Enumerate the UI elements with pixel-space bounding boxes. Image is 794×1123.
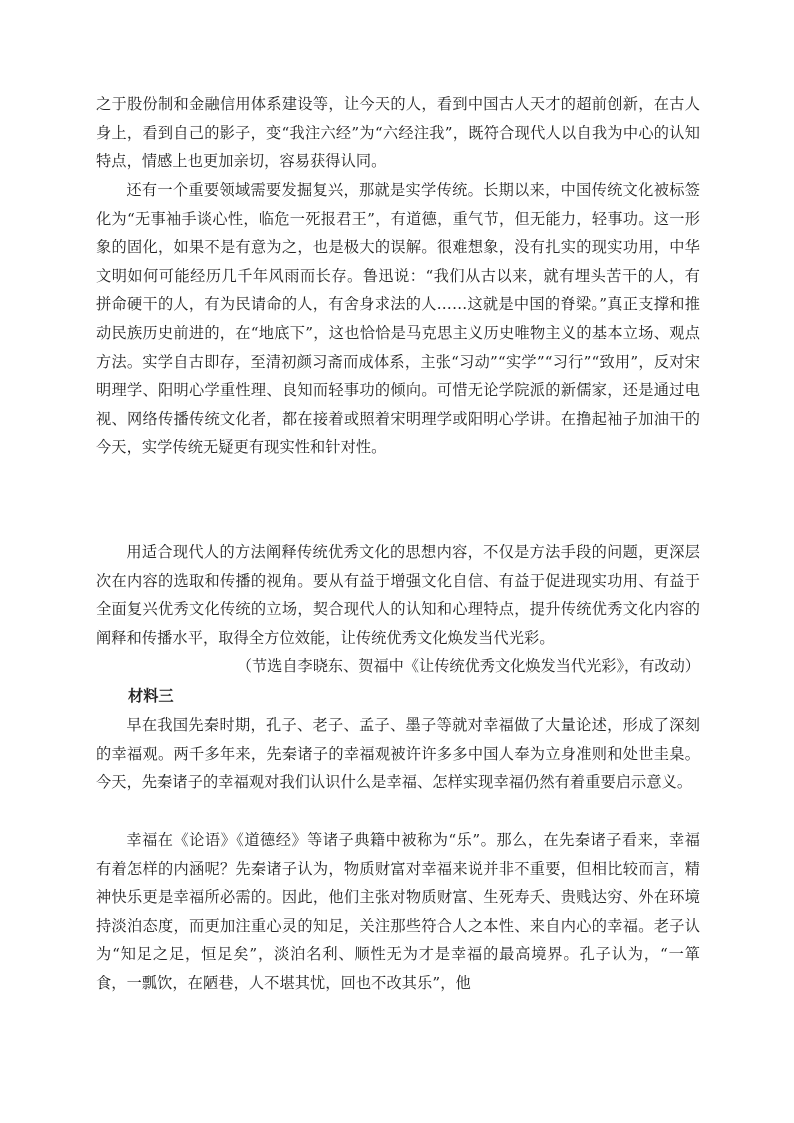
source-citation: （节选自李晓东、贺福中《让传统优秀文化焕发当代光彩》，有改动） (236, 657, 700, 675)
paragraph-meaning-of-happiness: 幸福在《论语》《道德经》等诸子典籍中被称为“乐”。那么，在先秦诸子看来，幸福有着怎样的内涵呢？先秦诸子认为，物质财富对幸福来说并非不重要，但相比较而言，精神快乐更是幸福所必需的。因此，他们主张对物质财富、生死寿夭、贵贱达穷、外在环境持淡泊态度，而更加注重心灵的知足，关注那些符合人之本性、来自内心的幸福。老子认为“知足之足，恒足矣”，淡泊名利、顺性无为才是幸福的最高境界。孔子认为，“一箪食，一瓢饮，在陋巷，人不堪其忧，回也不改其乐”，他 (96, 831, 700, 992)
section-heading: 材料三 (128, 687, 174, 705)
paragraph-continuation: 之于股份制和金融信用体系建设等，让今天的人，看到中国古人天才的超前创新，在古人身上，看到自己的影子，变“我注六经”为“六经注我”，既符合现代人以自我为中心的认知特点，情感上也更加亲切，容易获得认同。 (96, 95, 700, 171)
paragraph-practical-learning: 还有一个重要领域需要发掘复兴，那就是实学传统。长期以来，中国传统文化被标签化为“无事袖手谈心性，临危一死报君王”，有道德，重气节，但无能力，轻事功。这一形象的固化，如果不是有意为之，也是极大的误解。很难想象，没有扎实的现实功用，中华文明如何可能经历几千年风雨而长存。鲁迅说：“我们从古以来，就有埋头苦干的人，有拼命硬干的人，有为民请命的人，有舍身求法的人……这就是中国的脊梁。”真正支撑和推动民族历史前进的，在“地底下”，这也恰恰是马克思主义历史唯物主义的基本立场、观点方法。实学自古即存，至清初颜习斋而成体系，主张“习动”“实学”“习行”“致用”，反对宋明理学、阳明心学重性理、良知而轻事功的倾向。可惜无论学院派的新儒家，还是通过电视、网络传播传统文化者，都在接着或照着宋明理学或阳明心学讲。在撸起袖子加油干的今天，实学传统无疑更有现实性和针对性。 (96, 181, 700, 457)
paragraph-modern-interpretation: 用适合现代人的方法阐释传统优秀文化的思想内容，不仅是方法手段的问题，更深层次在内容的选取和传播的视角。要从有益于增强文化自信、有益于促进现实功用、有益于全面复兴优秀文化传统的立场，契合现代人的认知和心理特点，提升传统优秀文化内容的阐释和传播水平，取得全方位效能，让传统优秀文化焕发当代光彩。 (96, 543, 700, 647)
paragraph-pre-qin-happiness: 早在我国先秦时期，孔子、老子、孟子、墨子等就对幸福做了大量论述，形成了深刻的幸福观。两千多年来，先秦诸子的幸福观被许许多多中国人奉为立身准则和处世圭臬。今天，先秦诸子的幸福观对我们认识什么是幸福、怎样实现幸福仍然有着重要启示意义。 (96, 716, 700, 792)
